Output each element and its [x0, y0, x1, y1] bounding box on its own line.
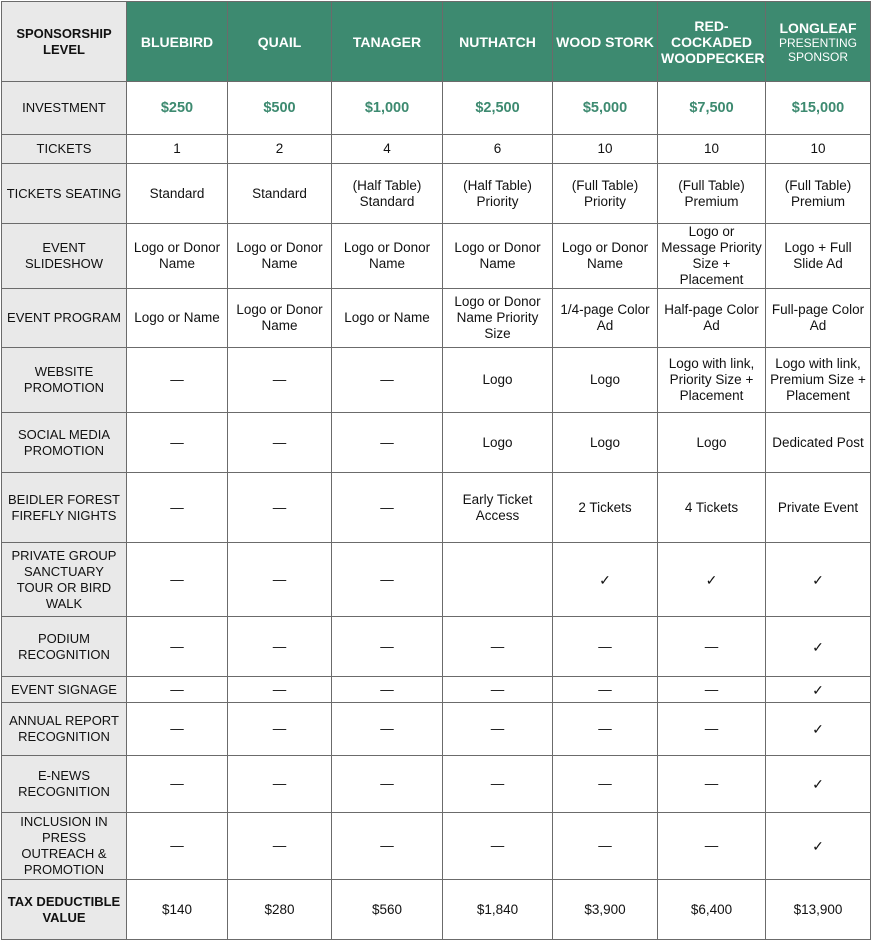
level-tanager-header: [332, 2, 443, 82]
table-cell: Logo: [658, 413, 766, 473]
row-label: PRIVATE GROUP SANCTUARY TOUR OR BIRD WALK: [2, 543, 127, 617]
row-label: TICKETS SEATING: [2, 164, 127, 224]
level-name: RED-COCKADED WOODPECKER: [661, 17, 765, 66]
table-cell: Logo or Name: [332, 289, 443, 348]
header-row: [2, 2, 871, 82]
table-cell: $560: [332, 880, 443, 940]
table-cell: —: [443, 677, 553, 703]
table-cell: 4: [332, 135, 443, 164]
table-cell: Private Event: [766, 473, 871, 543]
table-cell: —: [228, 677, 332, 703]
table-cell: Logo + Full Slide Ad: [766, 224, 871, 289]
table-cell: —: [332, 813, 443, 880]
table-cell: Logo or Donor Name: [127, 224, 228, 289]
table-cell: —: [228, 617, 332, 677]
table-cell: Logo: [443, 413, 553, 473]
level-subtitle: PRESENTING SPONSOR: [778, 35, 857, 64]
table-cell: —: [228, 348, 332, 413]
table-row: [2, 543, 871, 617]
table-cell: (Half Table) Priority: [443, 164, 553, 224]
table-cell: —: [127, 703, 228, 756]
level-name: LONGLEAF: [779, 19, 857, 36]
table-cell: Logo or Donor Name: [553, 224, 658, 289]
level-name: BLUEBIRD: [140, 33, 214, 50]
table-cell: —: [228, 413, 332, 473]
checkmark-icon: ✓: [766, 543, 871, 617]
table-cell: Logo: [553, 348, 658, 413]
table-cell: —: [553, 677, 658, 703]
table-cell: —: [127, 413, 228, 473]
table-cell: —: [658, 677, 766, 703]
table-cell: Logo or Donor Name: [228, 224, 332, 289]
table-cell: $1,000: [332, 82, 443, 135]
table-cell: 6: [443, 135, 553, 164]
row-label: TICKETS: [2, 135, 127, 164]
table-cell: —: [228, 703, 332, 756]
table-row: [2, 880, 871, 940]
table-cell: Logo with link, Premium Size + Placement: [766, 348, 871, 413]
table-cell: —: [228, 756, 332, 813]
table-cell: $280: [228, 880, 332, 940]
table-cell: —: [332, 756, 443, 813]
sponsorship-table: [1, 1, 871, 940]
level-quail-header: [228, 2, 332, 82]
level-longleaf-header: [766, 2, 871, 82]
table-body: [2, 82, 871, 940]
table-cell: —: [658, 617, 766, 677]
row-label: WEBSITE PROMOTION: [2, 348, 127, 413]
table-cell: [443, 543, 553, 617]
row-label: INCLUSION IN PRESS OUTREACH & PROMOTION: [2, 813, 127, 880]
table-cell: Logo: [553, 413, 658, 473]
row-label: PODIUM RECOGNITION: [2, 617, 127, 677]
table-cell: —: [332, 543, 443, 617]
table-row: [2, 756, 871, 813]
table-cell: —: [332, 348, 443, 413]
table-cell: —: [658, 756, 766, 813]
table-cell: —: [127, 348, 228, 413]
sponsorship-level-header: SPONSORSHIP LEVEL: [2, 2, 127, 82]
row-label: E-NEWS RECOGNITION: [2, 756, 127, 813]
table-row: [2, 135, 871, 164]
table-cell: —: [127, 677, 228, 703]
table-cell: Logo or Donor Name: [228, 289, 332, 348]
level-bluebird-header: [127, 2, 228, 82]
table-cell: Logo or Name: [127, 289, 228, 348]
table-cell: Standard: [127, 164, 228, 224]
table-cell: $15,000: [766, 82, 871, 135]
table-cell: 2 Tickets: [553, 473, 658, 543]
table-cell: —: [228, 473, 332, 543]
checkmark-icon: ✓: [766, 756, 871, 813]
table-row: [2, 413, 871, 473]
table-cell: —: [658, 813, 766, 880]
table-cell: 2: [228, 135, 332, 164]
table-cell: (Full Table) Priority: [553, 164, 658, 224]
table-cell: —: [553, 756, 658, 813]
table-cell: —: [332, 703, 443, 756]
table-row: [2, 82, 871, 135]
table-cell: —: [553, 703, 658, 756]
table-row: [2, 348, 871, 413]
checkmark-icon: ✓: [553, 543, 658, 617]
table-cell: —: [553, 617, 658, 677]
table-cell: —: [332, 617, 443, 677]
row-label: EVENT SIGNAGE: [2, 677, 127, 703]
table-cell: Logo or Message Priority Size + Placement: [658, 224, 766, 289]
table-cell: 1: [127, 135, 228, 164]
table-cell: 10: [553, 135, 658, 164]
table-cell: $140: [127, 880, 228, 940]
checkmark-icon: ✓: [766, 677, 871, 703]
table-cell: —: [658, 703, 766, 756]
table-cell: —: [443, 703, 553, 756]
table-cell: Logo: [443, 348, 553, 413]
table-cell: (Half Table) Standard: [332, 164, 443, 224]
table-cell: $13,900: [766, 880, 871, 940]
table-cell: —: [443, 617, 553, 677]
table-row: [2, 677, 871, 703]
table-cell: —: [332, 473, 443, 543]
table-cell: —: [332, 413, 443, 473]
level-name: TANAGER: [352, 33, 422, 50]
row-label: BEIDLER FOREST FIREFLY NIGHTS: [2, 473, 127, 543]
table-cell: (Full Table) Premium: [658, 164, 766, 224]
table-row: [2, 473, 871, 543]
level-red-cockaded-woodpecker-header: [658, 2, 766, 82]
table-row: [2, 617, 871, 677]
row-label: INVESTMENT: [2, 82, 127, 135]
table-row: [2, 164, 871, 224]
level-name: QUAIL: [257, 33, 302, 50]
table-cell: $7,500: [658, 82, 766, 135]
table-cell: Early Ticket Access: [443, 473, 553, 543]
table-cell: Logo or Donor Name: [443, 224, 553, 289]
row-label: EVENT SLIDESHOW: [2, 224, 127, 289]
table-cell: $3,900: [553, 880, 658, 940]
table-cell: —: [443, 813, 553, 880]
table-cell: 10: [658, 135, 766, 164]
level-nuthatch-header: [443, 2, 553, 82]
level-wood-stork-header: [553, 2, 658, 82]
table-cell: —: [127, 543, 228, 617]
table-cell: 10: [766, 135, 871, 164]
level-name: WOOD STORK: [556, 33, 654, 50]
checkmark-icon: ✓: [766, 813, 871, 880]
table-cell: Full-page Color Ad: [766, 289, 871, 348]
table-cell: —: [553, 813, 658, 880]
table-cell: Logo with link, Priority Size + Placement: [658, 348, 766, 413]
table-cell: $2,500: [443, 82, 553, 135]
table-cell: —: [127, 813, 228, 880]
table-cell: Standard: [228, 164, 332, 224]
table-cell: —: [228, 813, 332, 880]
row-label: EVENT PROGRAM: [2, 289, 127, 348]
table-cell: $500: [228, 82, 332, 135]
table-cell: Logo or Donor Name: [332, 224, 443, 289]
table-row: [2, 289, 871, 348]
table-cell: Dedicated Post: [766, 413, 871, 473]
row-label: TAX DEDUCTIBLE VALUE: [2, 880, 127, 940]
table-cell: —: [228, 543, 332, 617]
table-row: [2, 813, 871, 880]
table-cell: $6,400: [658, 880, 766, 940]
table-cell: 1/4-page Color Ad: [553, 289, 658, 348]
table-cell: Logo or Donor Name Priority Size: [443, 289, 553, 348]
table-cell: —: [127, 617, 228, 677]
table-cell: —: [332, 677, 443, 703]
table-cell: (Full Table) Premium: [766, 164, 871, 224]
table-cell: —: [127, 473, 228, 543]
table-cell: $5,000: [553, 82, 658, 135]
row-label: ANNUAL REPORT RECOGNITION: [2, 703, 127, 756]
table-row: [2, 224, 871, 289]
checkmark-icon: ✓: [766, 617, 871, 677]
table-cell: 4 Tickets: [658, 473, 766, 543]
checkmark-icon: ✓: [766, 703, 871, 756]
row-label: SOCIAL MEDIA PROMOTION: [2, 413, 127, 473]
table-cell: Half-page Color Ad: [658, 289, 766, 348]
checkmark-icon: ✓: [658, 543, 766, 617]
level-name: NUTHATCH: [459, 33, 536, 50]
table-cell: $1,840: [443, 880, 553, 940]
table-cell: —: [443, 756, 553, 813]
table-row: [2, 703, 871, 756]
table-cell: —: [127, 756, 228, 813]
table-cell: $250: [127, 82, 228, 135]
